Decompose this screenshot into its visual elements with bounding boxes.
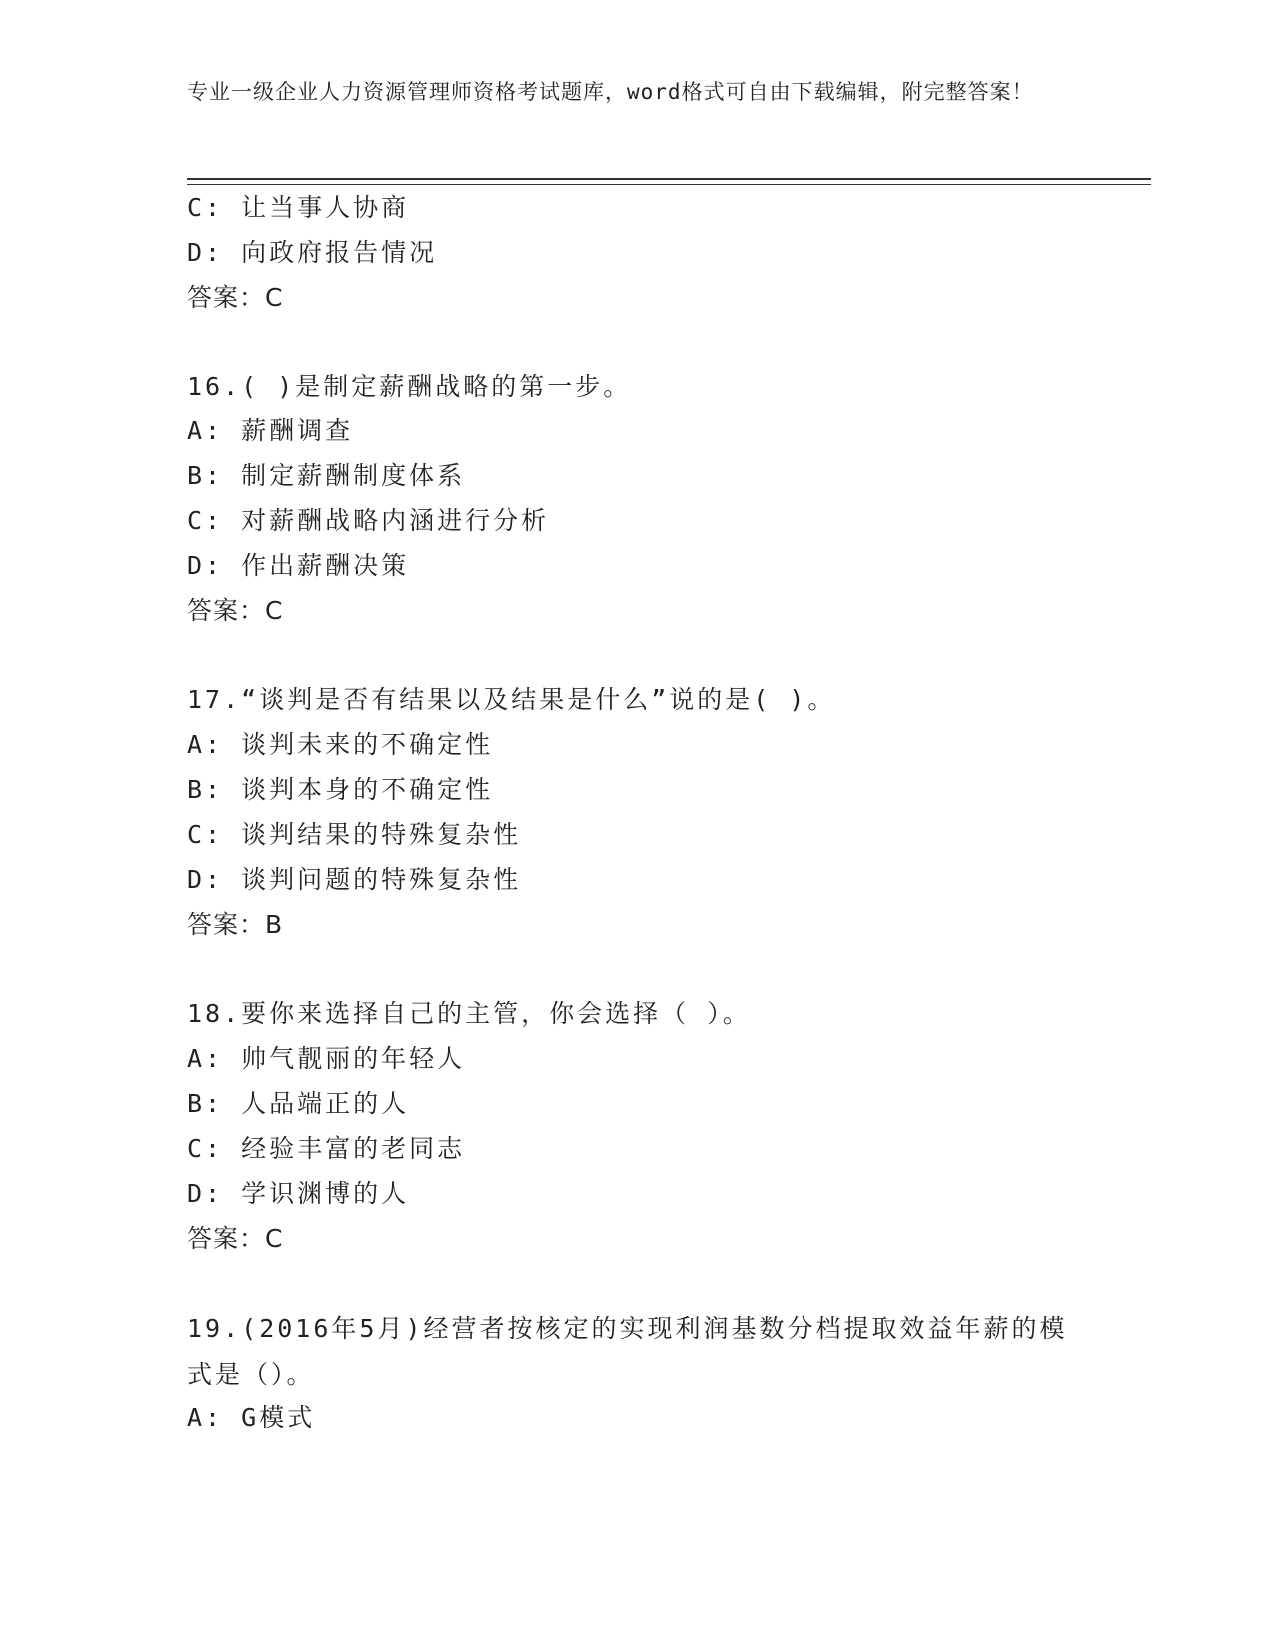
q17-option-c: C: 谈判结果的特殊复杂性 [187,820,522,849]
q17-option-a: A: 谈判未来的不确定性 [187,730,494,759]
q16-answer: 答案：C [187,596,284,625]
q18-option-c: C: 经验丰富的老同志 [187,1134,466,1163]
q17-option-d: D: 谈判问题的特殊复杂性 [187,865,522,894]
q18-option-d: D: 学识渊博的人 [187,1179,410,1208]
q17-answer: 答案：B [187,910,284,939]
q16-stem: 16.( )是制定薪酬战略的第一步。 [187,372,632,401]
header-divider-thin [187,184,1151,185]
q18-stem: 18.要你来选择自己的主管，你会选择（ ）。 [187,999,751,1028]
q19-stem: 19.(2016年5月)经营者按核定的实现利润基数分档提取效益年薪的模式是（）。 [187,1314,1068,1389]
q17-option-b: B: 谈判本身的不确定性 [187,775,494,804]
q16-option-a: A: 薪酬调查 [187,416,354,445]
q16-option-b: B: 制定薪酬制度体系 [187,461,466,490]
q17-stem: 17.“谈判是否有结果以及结果是什么”说的是( )。 [187,685,836,714]
prev-option-d: D: 向政府报告情况 [187,238,438,267]
q18-option-b: B: 人品端正的人 [187,1089,410,1118]
document-header: 专业一级企业人力资源管理师资格考试题库，word格式可自由下载编辑，附完整答案！ [187,80,1034,104]
header-divider-thick [187,178,1151,180]
q19-option-a: A: G模式 [187,1403,316,1432]
q18-answer: 答案：C [187,1224,284,1253]
q18-option-a: A: 帅气靓丽的年轻人 [187,1044,466,1073]
q16-option-d: D: 作出薪酬决策 [187,551,410,580]
prev-answer: 答案：C [187,283,284,312]
prev-option-c: C: 让当事人协商 [187,193,410,222]
q16-option-c: C: 对薪酬战略内涵进行分析 [187,506,550,535]
